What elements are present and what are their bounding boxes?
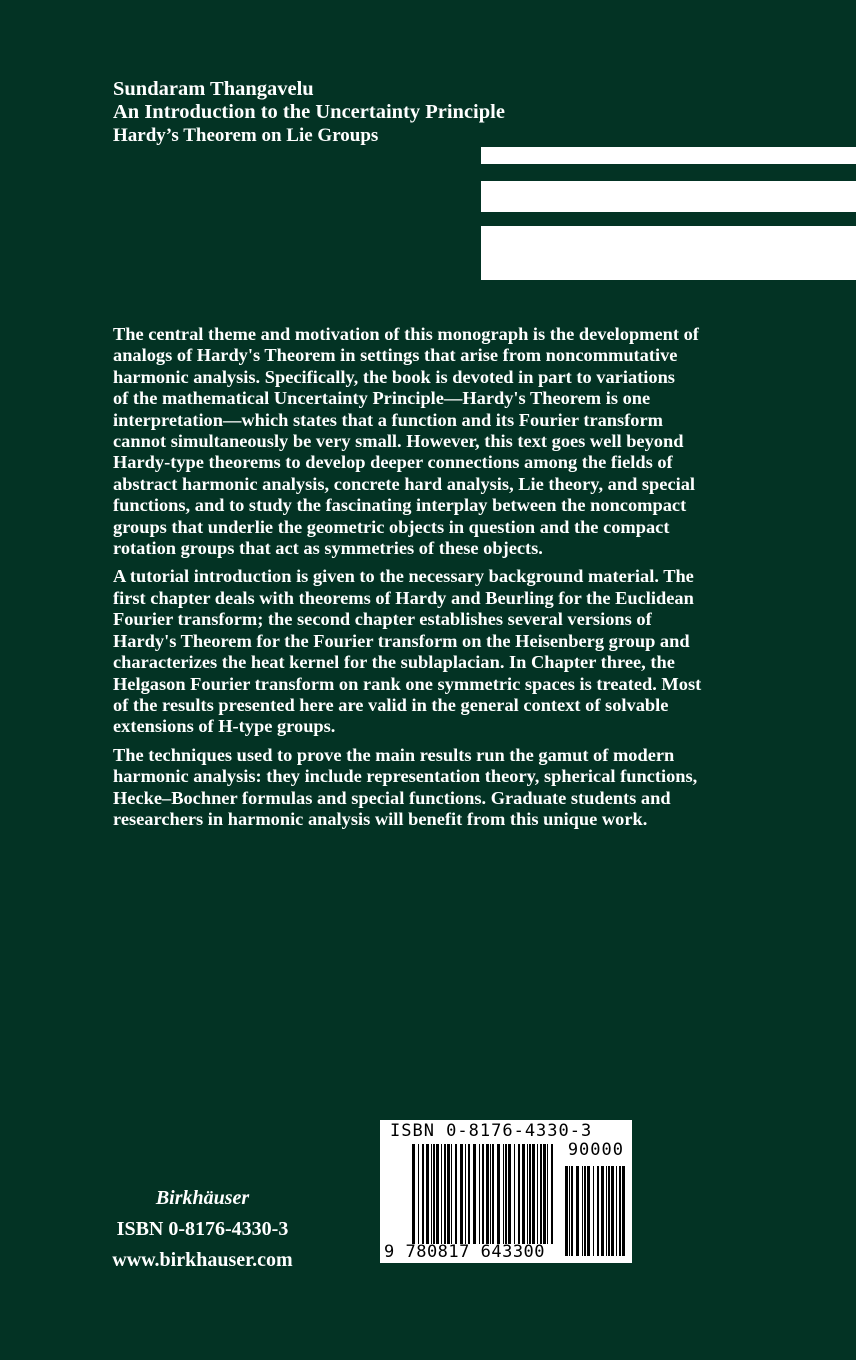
- text-line: researchers in harmonic analysis will benefit from this unique work.: [113, 808, 648, 829]
- publisher-url: www.birkhauser.com: [112, 1249, 293, 1271]
- publisher-name: Birkhäuser: [155, 1187, 250, 1209]
- barcode: [380, 1120, 632, 1263]
- barcode-bar: [479, 1144, 480, 1244]
- barcode-bar: [422, 1144, 424, 1244]
- barcode-bar: [597, 1166, 599, 1256]
- barcode-bar: [587, 1166, 590, 1256]
- barcode-bar: [619, 1166, 621, 1256]
- barcode-bar: [601, 1166, 604, 1256]
- text-line: analogs of Hardy's Theorem in settings that arise from noncommutative: [113, 345, 678, 366]
- text-line: first chapter deals with theorems of Hardy and Beurling for the Euclidean: [113, 587, 694, 608]
- publisher-block: [110, 1183, 295, 1276]
- barcode-bar: [606, 1166, 607, 1256]
- barcode-bar: [529, 1144, 531, 1244]
- text-line: harmonic analysis. Specifically, the book is devoted in part to variations: [113, 366, 675, 387]
- barcode-bar: [551, 1144, 553, 1244]
- cover-header: [113, 78, 505, 147]
- barcode-bar: [543, 1144, 546, 1244]
- barcode-bar: [492, 1144, 494, 1244]
- barcode-isbn-label: ISBN 0-8176-4330-3: [390, 1121, 593, 1141]
- text-line: characterizes the heat kernel for the sublaplacian. In Chapter three, the: [113, 652, 675, 673]
- barcode-bar: [547, 1144, 548, 1244]
- barcode-bar: [497, 1144, 500, 1244]
- barcode-bar: [482, 1144, 484, 1244]
- barcode-bar: [582, 1166, 583, 1256]
- text-line: Hardy-type theorems to develop deeper connections among the fields of: [113, 452, 673, 473]
- book-subtitle: Hardy’s Theorem on Lie Groups: [113, 125, 379, 146]
- barcode-bar: [465, 1144, 466, 1244]
- barcode-bar: [514, 1144, 515, 1244]
- barcode-bar: [503, 1144, 504, 1244]
- barcode-bar: [490, 1144, 491, 1244]
- decorative-stripe: [481, 147, 856, 164]
- barcode-bar: [518, 1144, 520, 1244]
- barcode-bar: [576, 1166, 579, 1256]
- barcode-bar: [540, 1144, 542, 1244]
- description: [113, 324, 813, 837]
- barcode-bar: [622, 1166, 625, 1256]
- barcode-bar: [431, 1144, 432, 1244]
- barcode-bar: [444, 1144, 446, 1244]
- text-line: Hecke–Bochner formulas and special functions. Graduate students and: [113, 787, 671, 808]
- text-line: groups that underlie the geometric objects in question and the compact: [113, 516, 670, 537]
- barcode-bar: [441, 1144, 442, 1244]
- barcode-bar: [537, 1144, 538, 1244]
- barcode-bar: [584, 1166, 586, 1256]
- text-line: rotation groups that act as symmetries of these objects.: [113, 538, 543, 559]
- text-line: Fourier transform; the second chapter establishes several versions of: [113, 609, 652, 630]
- text-line: A tutorial introduction is given to the necessary background material. The: [113, 566, 694, 587]
- barcode-bar: [505, 1144, 507, 1244]
- text-line: cannot simultaneously be very small. However, this text goes well beyond: [113, 431, 684, 452]
- text-line: The central theme and motivation of this monograph is the development of: [113, 324, 699, 344]
- barcode-bar: [426, 1144, 429, 1244]
- barcode-bar: [565, 1166, 568, 1256]
- description-paragraph: [113, 745, 813, 831]
- description-paragraph: [113, 324, 813, 559]
- text-line: The techniques used to prove the main results run the gamut of modern: [113, 744, 675, 765]
- text-line: extensions of H-type groups.: [113, 716, 336, 737]
- barcode-bar: [522, 1144, 525, 1244]
- text-line: Helgason Fourier transform on rank one symmetric spaces is treated. Most: [113, 673, 702, 694]
- barcode-bar: [455, 1144, 457, 1244]
- barcode-bar: [616, 1166, 617, 1256]
- barcode-bar: [593, 1166, 594, 1256]
- barcode-bar: [451, 1144, 452, 1244]
- barcode-bar: [436, 1144, 439, 1244]
- text-line: harmonic analysis: they include representation theory, spherical functions,: [113, 766, 698, 787]
- description-paragraph: [113, 566, 813, 737]
- decorative-stripe: [481, 226, 856, 280]
- barcode-bar: [569, 1166, 570, 1256]
- barcode-addon: 90000: [567, 1140, 624, 1160]
- book-title: An Introduction to the Uncertainty Principle: [113, 101, 505, 123]
- barcode-bar: [608, 1166, 610, 1256]
- barcode-bar: [447, 1144, 450, 1244]
- decorative-stripe: [481, 181, 856, 212]
- barcode-bar: [508, 1144, 511, 1244]
- barcode-bar: [418, 1144, 419, 1244]
- text-line: functions, and to study the fascinating interplay between the noncompact: [113, 495, 687, 516]
- barcode-bar: [412, 1144, 415, 1244]
- text-line: interpretation—which states that a function and its Fourier transform: [113, 409, 663, 430]
- text-line: of the results presented here are valid in the general context of solvable: [113, 694, 669, 715]
- barcode-bar: [527, 1144, 528, 1244]
- barcode-bar: [486, 1144, 489, 1244]
- barcode-bar: [571, 1166, 573, 1256]
- barcode-ean: 9 780817 643300: [384, 1242, 546, 1262]
- text-line: abstract harmonic analysis, concrete hard analysis, Lie theory, and special: [113, 473, 696, 494]
- barcode-bar: [433, 1144, 435, 1244]
- barcode-bar: [532, 1144, 535, 1244]
- barcode-bar: [460, 1144, 463, 1244]
- text-line: of the mathematical Uncertainty Principle—Hardy's Theorem is one: [113, 388, 651, 409]
- publisher-isbn: ISBN 0-8176-4330-3: [116, 1218, 289, 1240]
- barcode-bar: [473, 1144, 476, 1244]
- barcode-bar: [468, 1144, 470, 1244]
- barcode-bar: [611, 1166, 614, 1256]
- author-name: Sundaram Thangavelu: [113, 78, 314, 100]
- text-line: Hardy's Theorem for the Fourier transform on the Heisenberg group and: [113, 630, 690, 651]
